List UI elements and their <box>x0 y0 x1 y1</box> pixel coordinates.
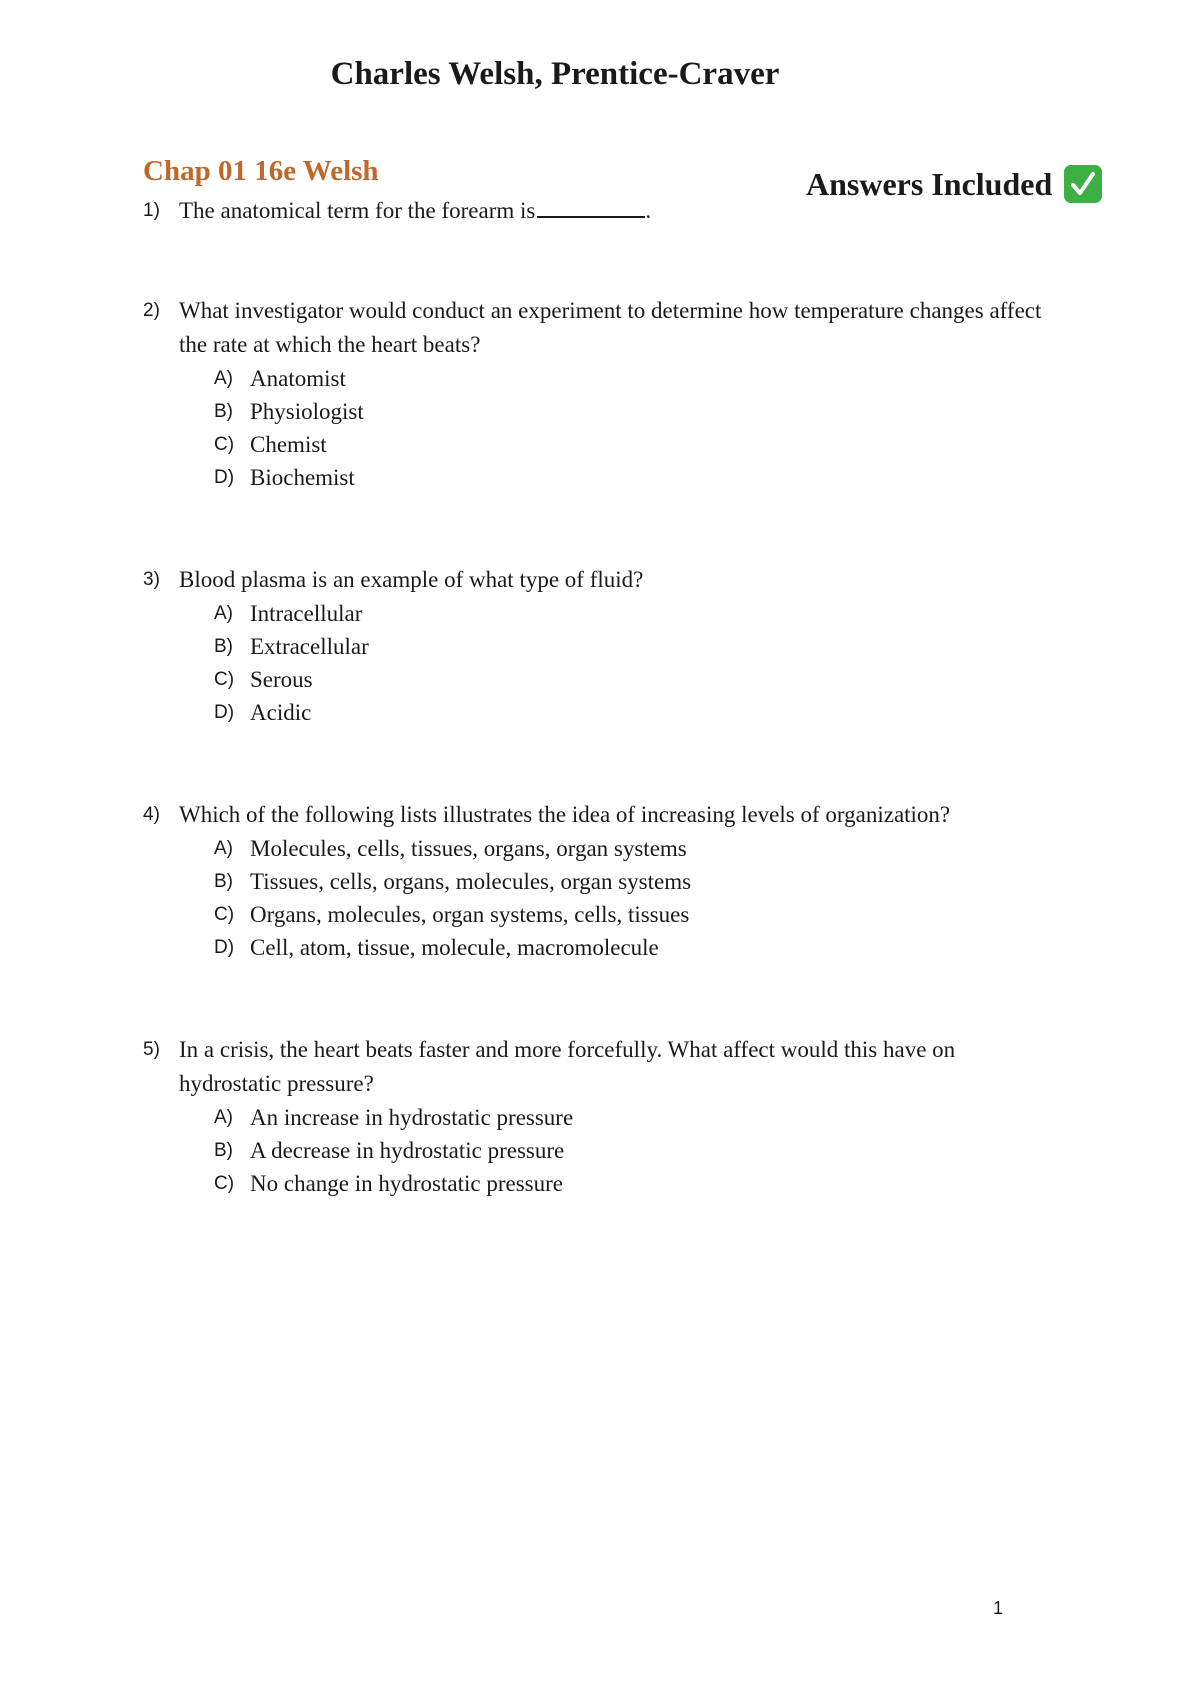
option-letter: A) <box>214 368 233 389</box>
option-text: Acidic <box>250 700 312 725</box>
answer-option <box>214 362 1043 395</box>
option-letter: D) <box>214 467 235 488</box>
question-text: In a crisis, the heart beats faster and more forcefully. What affect would this have on hydrostatic pressure? <box>179 1037 956 1096</box>
question-2 <box>143 294 1043 494</box>
question-text: What investigator would conduct an experiment to determine how temperature changes affect the rate at which the heart beats? <box>179 298 1042 357</box>
option-letter: D) <box>214 702 235 723</box>
answer-option <box>214 898 1043 931</box>
option-text: Physiologist <box>250 399 364 424</box>
option-text: Chemist <box>250 432 327 457</box>
option-text: Biochemist <box>250 465 355 490</box>
answer-option <box>214 428 1043 461</box>
answer-option <box>214 597 1043 630</box>
question-3 <box>143 563 1043 729</box>
answer-option <box>214 931 1043 964</box>
option-text: Tissues, cells, organs, molecules, organ systems <box>250 869 692 894</box>
question-4 <box>143 798 1043 964</box>
question-text: Blood plasma is an example of what type of fluid? <box>179 567 644 592</box>
option-letter: B) <box>214 636 233 657</box>
answers-included-label: Answers Included <box>806 165 1053 202</box>
option-letter: A) <box>214 1107 233 1128</box>
answer-option <box>214 663 1043 696</box>
option-text: Molecules, cells, tissues, organs, organ systems <box>250 836 687 861</box>
option-letter: C) <box>214 904 235 925</box>
question-number: 4) <box>143 804 160 825</box>
option-text: No change in hydrostatic pressure <box>250 1171 563 1196</box>
question-1 <box>143 194 1043 228</box>
option-text: An increase in hydrostatic pressure <box>250 1105 574 1130</box>
answer-option <box>214 461 1043 494</box>
option-letter: B) <box>214 1140 233 1161</box>
answer-option <box>214 1167 1043 1200</box>
option-letter: C) <box>214 434 235 455</box>
option-letter: A) <box>214 838 233 859</box>
option-text: Intracellular <box>250 601 363 626</box>
document-title: Charles Welsh, Prentice-Craver <box>330 56 780 92</box>
answer-option <box>214 696 1043 729</box>
question-number: 5) <box>143 1039 160 1060</box>
option-text: Anatomist <box>250 366 346 391</box>
page-number: 1 <box>993 1598 1004 1618</box>
option-text: A decrease in hydrostatic pressure <box>250 1138 565 1163</box>
question-text: Which of the following lists illustrates the idea of increasing levels of organization? <box>179 802 951 827</box>
question-5 <box>143 1033 1043 1200</box>
question-number: 2) <box>143 300 160 321</box>
option-letter: B) <box>214 401 233 422</box>
option-letter: D) <box>214 937 235 958</box>
answer-option <box>214 865 1043 898</box>
option-text: Serous <box>250 667 313 692</box>
chapter-heading: Chap 01 16e Welsh <box>143 155 379 187</box>
question-number: 3) <box>143 569 160 590</box>
answer-option <box>214 1101 1043 1134</box>
option-text: Organs, molecules, organ systems, cells, tissues <box>250 902 690 927</box>
question-number: 1) <box>143 200 160 221</box>
option-text: Cell, atom, tissue, molecule, macromolecule <box>250 935 659 960</box>
option-letter: B) <box>214 871 233 892</box>
answer-option <box>214 630 1043 663</box>
option-letter: C) <box>214 669 235 690</box>
answer-option <box>214 395 1043 428</box>
answer-option <box>214 1134 1043 1167</box>
option-letter: C) <box>214 1173 235 1194</box>
question-suffix: . <box>645 198 652 223</box>
question-text: The anatomical term for the forearm is <box>179 198 536 223</box>
check-mark-icon <box>1064 165 1102 203</box>
answer-blank <box>537 196 645 218</box>
answer-option <box>214 832 1043 865</box>
option-text: Extracellular <box>250 634 369 659</box>
option-letter: A) <box>214 603 233 624</box>
